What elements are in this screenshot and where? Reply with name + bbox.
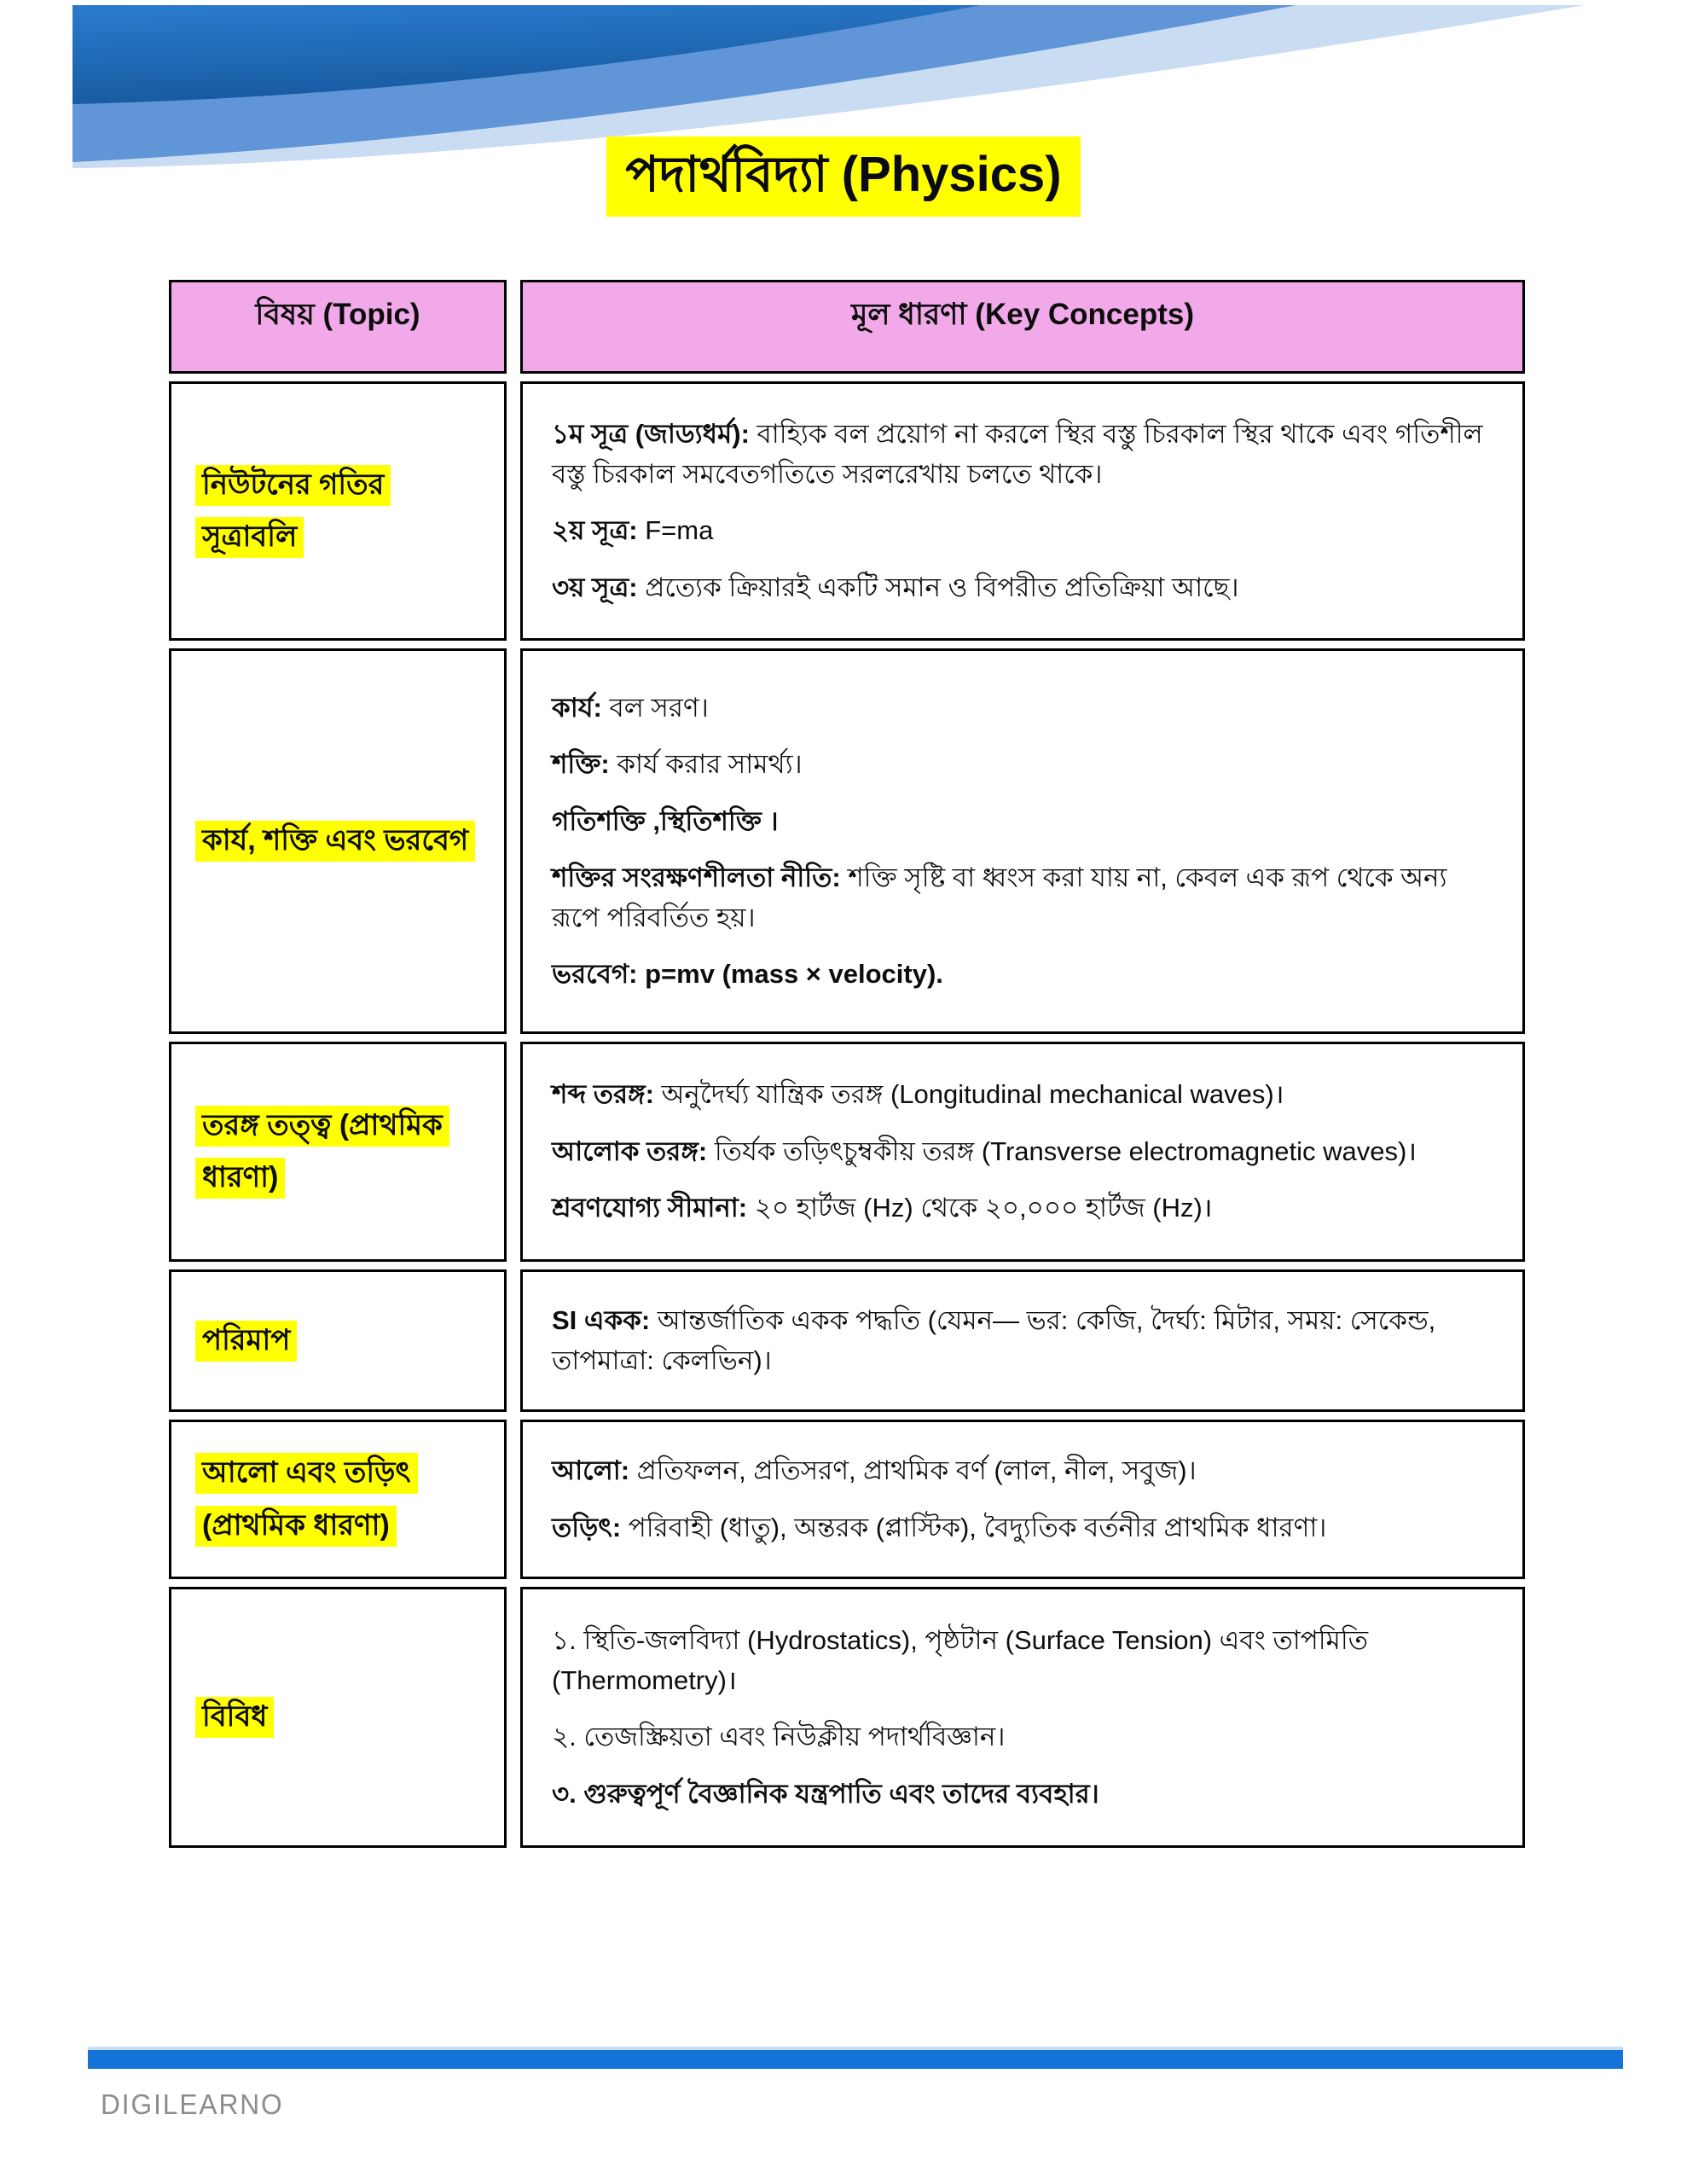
topic-column-header: বিষয় (Topic) bbox=[169, 280, 507, 374]
concept-text: শক্তি সৃষ্টি বা ধ্বংস করা যায় না, কেবল এক রূপ থেকে অন্য রূপে পরিবর্তিত হয়। bbox=[552, 863, 1447, 932]
concepts-cell bbox=[520, 1042, 1525, 1262]
concept-text: আন্তর্জাতিক একক পদ্ধতি (যেমন— ভর: কেজি, দৈর্ঘ্য: মিটার, সময়: সেকেন্ড, তাপমাত্রা: কেলভিন)। bbox=[552, 1305, 1436, 1375]
concept-text: ১. স্থিতি-জলবিদ্যা (Hydrostatics), পৃষ্ঠটান (Surface Tension) এবং তাপমিতি (Thermometry)। bbox=[552, 1625, 1368, 1695]
table-row bbox=[169, 1042, 1525, 1262]
concept-line bbox=[552, 955, 1497, 995]
topic-cell bbox=[169, 1420, 507, 1579]
concept-lead: আলো: bbox=[552, 1455, 630, 1485]
concept-line bbox=[552, 1508, 1497, 1548]
concept-line bbox=[552, 1132, 1497, 1172]
concept-line bbox=[552, 858, 1497, 938]
concept-text: প্রত্যেক ক্রিয়ারই একটি সমান ও বিপরীত প্রতিক্রিয়া আছে। bbox=[637, 572, 1239, 602]
table-row bbox=[169, 648, 1525, 1034]
topic-highlight: নিউটনের গতির সূত্রাবলি bbox=[195, 465, 391, 558]
concept-line bbox=[552, 1188, 1497, 1228]
footer-divider-bar bbox=[88, 2047, 1623, 2069]
concept-text: ২০ হার্টজ (Hz) থেকে ২০,০০০ হার্টজ (Hz)। bbox=[747, 1193, 1213, 1223]
concept-lead: শব্দ তরঙ্গ: bbox=[552, 1079, 654, 1110]
table-row bbox=[169, 1420, 1525, 1579]
concept-line bbox=[552, 745, 1497, 785]
concept-text: বল সরণ। bbox=[601, 692, 709, 723]
concept-line bbox=[552, 511, 1497, 551]
brand-logo-text: DIGILEARNO bbox=[101, 2088, 284, 2120]
table-row bbox=[169, 1587, 1525, 1848]
table-header-row bbox=[169, 280, 1525, 374]
concept-text: কার্য করার সামর্থ্য। bbox=[609, 749, 803, 779]
table-body bbox=[169, 381, 1525, 1848]
concept-text: F=ma bbox=[637, 515, 714, 545]
concept-lead: আলোক তরঙ্গ: bbox=[552, 1136, 708, 1166]
concept-line bbox=[552, 415, 1497, 494]
topic-highlight: কার্য, শক্তি এবং ভরবেগ bbox=[195, 821, 475, 862]
concepts-cell bbox=[520, 1420, 1525, 1579]
concepts-cell bbox=[520, 1587, 1525, 1848]
concept-lead: তড়িৎ: bbox=[552, 1512, 622, 1542]
concept-line bbox=[552, 568, 1497, 608]
concept-text: পরিবাহী (ধাতু), অন্তরক (প্লাস্টিক), বৈদ্যুতিক বর্তনীর প্রাথমিক ধারণা। bbox=[621, 1512, 1327, 1542]
concept-line bbox=[552, 1621, 1497, 1700]
concept-line bbox=[552, 688, 1497, 729]
concept-text: ২. তেজস্ক্রিয়তা এবং নিউক্লীয় পদার্থবিজ্ঞান। bbox=[552, 1722, 1006, 1751]
table-header bbox=[169, 280, 1525, 374]
concept-lead: ভরবেগ: p=mv (mass × velocity). bbox=[552, 959, 943, 989]
concept-line bbox=[552, 1301, 1497, 1380]
topic-cell bbox=[169, 1269, 507, 1412]
concept-line bbox=[552, 1774, 1497, 1815]
concept-lead: গতিশক্তি ,স্থিতিশক্তি । bbox=[552, 805, 779, 836]
concept-lead: ২য় সূত্র: bbox=[552, 515, 638, 545]
concepts-cell bbox=[520, 381, 1525, 641]
topic-cell bbox=[169, 648, 507, 1034]
concept-text: অনুদৈর্ঘ্য যান্ত্রিক তরঙ্গ (Longitudinal mechanical waves)। bbox=[653, 1079, 1284, 1110]
concept-lead: SI একক: bbox=[552, 1305, 651, 1335]
concept-text: তির্যক তড়িৎচুম্বকীয় তরঙ্গ (Transverse electromagnetic waves)। bbox=[707, 1136, 1417, 1166]
concepts-cell bbox=[520, 1269, 1525, 1412]
key-concepts-column-header: মূল ধারণা (Key Concepts) bbox=[520, 280, 1525, 374]
concept-lead: শ্রবণযোগ্য সীমানা: bbox=[552, 1193, 748, 1223]
topic-highlight: বিবিধ bbox=[195, 1697, 274, 1738]
table-row bbox=[169, 1269, 1525, 1412]
topic-highlight: পরিমাপ bbox=[195, 1321, 297, 1362]
topic-highlight: আলো এবং তড়িৎ (প্রাথমিক ধারণা) bbox=[195, 1453, 418, 1546]
concept-lead: শক্তি: bbox=[552, 749, 610, 779]
topic-highlight: তরঙ্গ তত্ত্ব (প্রাথমিক ধারণা) bbox=[195, 1106, 449, 1199]
concept-line bbox=[552, 1451, 1497, 1491]
topic-cell bbox=[169, 1042, 507, 1262]
concept-lead: কার্য: bbox=[552, 692, 602, 723]
concept-line bbox=[552, 1075, 1497, 1115]
concept-lead: শক্তির সংরক্ষণশীলতা নীতি: bbox=[552, 863, 841, 892]
topic-cell bbox=[169, 381, 507, 641]
page-title-highlight: পদার্থবিদ্যা (Physics) bbox=[606, 136, 1080, 217]
concepts-cell bbox=[520, 648, 1525, 1034]
concept-line bbox=[552, 802, 1497, 842]
topic-cell bbox=[169, 1587, 507, 1848]
table-row bbox=[169, 381, 1525, 641]
concept-text: প্রতিফলন, প্রতিসরণ, প্রাথমিক বর্ণ (লাল, নীল, সবুজ)। bbox=[629, 1455, 1197, 1485]
concept-lead: ৩য় সূত্র: bbox=[552, 572, 638, 602]
concept-lead: ১ম সূত্র (জাড্যধর্ম): bbox=[552, 419, 750, 449]
concept-line bbox=[552, 1717, 1497, 1757]
concept-lead: ৩. গুরুত্বপূর্ণ বৈজ্ঞানিক যন্ত্রপাতি এবং তাদের ব্যবহার। bbox=[552, 1778, 1099, 1809]
concept-text: বাহ্যিক বল প্রয়োগ না করলে স্থির বস্তু চিরকাল স্থির থাকে এবং গতিশীল বস্তু চিরকাল সমবেতগতিতে সরলরেখায় চলতে থাকে। bbox=[552, 419, 1483, 489]
physics-topics-table bbox=[155, 272, 1539, 1856]
page-title bbox=[0, 136, 1687, 217]
